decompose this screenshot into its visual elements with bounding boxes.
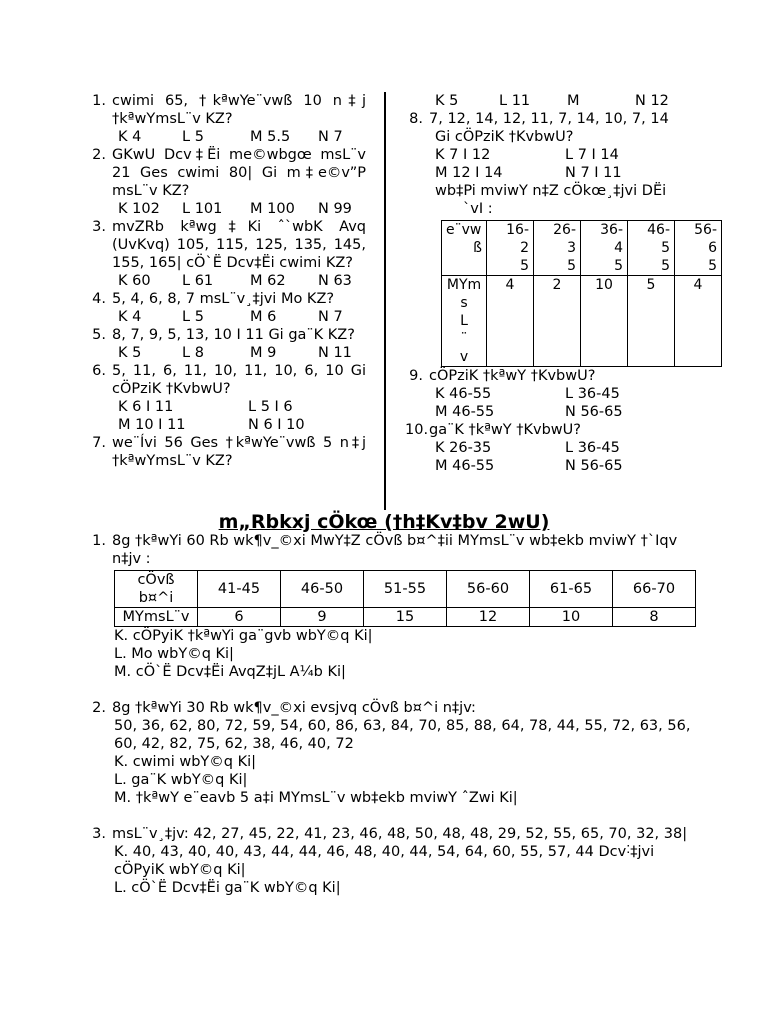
question-4 [88,290,366,308]
mcq-left-column [88,92,366,470]
frequency-label: MYmsL¨v [115,608,198,627]
frequency-cell: 15 [364,608,447,627]
option-m: M 5.5 [250,129,291,145]
question-7 [88,434,366,470]
section-title: m„Rbkxj cÖkœ (†h‡Kv‡bv 2wU) [218,511,550,533]
spacer [88,807,708,825]
option-m: M 9 [250,345,277,361]
option-k: K 6 I 11 [118,399,174,415]
frequency-cell: 6 [198,608,281,627]
question-text: 5, 11, 6, 11, 10, 11, 10, 6, 10 Gi cÖPziK †KvbwU? [112,363,366,397]
question-8-sub: Gi cÖPziK †KvbwU? [435,129,574,145]
table-intro-continued: `vI : [463,201,493,217]
label-line: b¤^i [138,590,174,606]
cell-line: 6 [708,240,717,256]
question-9 [405,367,725,385]
class-cell: 51-55 [364,571,447,608]
question-3 [88,218,366,272]
question-6 [88,362,366,398]
class-cell [487,221,534,276]
option-l: L 36-45 [565,386,620,402]
cell-line: 2 [520,240,529,256]
frequency-row [115,608,696,627]
option-n: N 12 [635,93,669,109]
option-l: L 7 I 14 [565,147,619,163]
creative-questions [88,532,708,897]
data-values: 50, 36, 62, 80, 72, 59, 54, 60, 86, 63, 84, 70, 85, 88, 64, 78, 44, 55, 72, 63, 56, 60, 42, 82, 75, 62, 38, 46, 40, 72 [114,718,691,752]
option-n: N 11 [318,345,352,361]
table-intro: wb‡Pi mviwY n‡Z cÖkœ¸‡jvi DËi [435,183,667,199]
question-text: msL¨v¸‡jv: 42, 27, 45, 22, 41, 23, 46, 48, 50, 48, 48, 29, 52, 55, 65, 70, 32, 38| [112,826,688,842]
cell-line: 26- [553,222,576,238]
option-l: L 61 [182,273,214,289]
option-l: L 36-45 [565,440,620,456]
option-k: K 5 [118,345,142,361]
part-k: K. 40, 43, 40, 40, 43, 44, 44, 46, 48, 40, 44, 54, 64, 60, 55, 57, 44 Dcv˸‡jvi cÖPyiK wbY©q Ki| [114,844,655,878]
options-2 [88,200,366,218]
frequency-cell: 2 [534,276,581,367]
column-divider [384,92,386,510]
frequency-cell: 4 [675,276,722,367]
option-m: M [567,93,580,109]
frequency-row [442,276,722,367]
options-6a [88,398,366,416]
spacer [88,681,708,699]
cell-line: 5 [661,258,670,274]
options-8b [405,164,725,182]
row-label-frequency [442,276,487,367]
class-cell [534,221,581,276]
option-k: K 46-55 [435,386,492,402]
cell-line: 5 [567,258,576,274]
option-l: L 11 [499,93,531,109]
label-line: MYm [446,277,482,293]
question-text: 7, 12, 14, 12, 11, 7, 14, 10, 7, 14 [429,111,669,127]
mcq-right-column [405,92,725,475]
class-cell: 66-70 [613,571,696,608]
part-k: K. cwimi wbY©q Ki| [114,754,257,770]
question-1 [88,92,366,128]
creative-question-3 [88,825,708,843]
options-8a [405,146,725,164]
frequency-cell: 9 [281,608,364,627]
label-line: e¨vw [446,222,482,238]
cell-line: 4 [614,240,623,256]
question-number: 1. [92,533,106,549]
question-text: 5, 4, 6, 8, 7 msL¨v¸‡jvi Mo KZ? [112,291,335,307]
question-text: we¨Ívi 56 Ges †kªwYe¨vwß 5 n‡j †kªwYmsL¨v KZ? [112,435,366,469]
question-number: 9. [409,368,423,384]
class-cell [628,221,675,276]
creative-question-2 [88,699,708,717]
option-n: N 99 [318,201,352,217]
option-k: K 60 [118,273,151,289]
option-k: K 5 [435,93,459,109]
option-m: M 10 I 11 [118,417,186,433]
cell-line: 3 [567,240,576,256]
label-line: cÖvß [137,572,175,588]
question-2 [88,146,366,200]
question-number: 1. [92,93,106,109]
marks-row [115,571,696,608]
option-k: K 4 [118,129,142,145]
cell-line: 5 [520,258,529,274]
question-number: 5. [92,327,106,343]
cell-line: 46- [647,222,670,238]
class-frequency-table [441,220,722,367]
part-k: K. cÖPyiK †kªwYi ga¨gvb wbY©q Ki| [114,628,373,644]
label-line: s [460,295,468,311]
class-cell [675,221,722,276]
options-5 [88,344,366,362]
label-line: v [459,349,469,365]
option-m: M 100 [250,201,295,217]
question-number: 4. [92,291,106,307]
question-text: mvZRb kªwg‡Ki ˆ`wbK Avq (UvKvq) 105, 115, 125, 135, 145, 155, 165| cÖ`Ë Dcv‡Ëi cwimi KZ? [112,219,366,271]
cell-line: 36- [600,222,623,238]
class-row [442,221,722,276]
part-l: L. ga¨K wbY©q Ki| [114,772,248,788]
options-1 [88,128,366,146]
option-l: L 5 [182,309,204,325]
option-k: K 7 I 12 [435,147,491,163]
row-label-class [442,221,487,276]
class-cell: 41-45 [198,571,281,608]
option-n: N 56-65 [565,404,623,420]
option-n: N 56-65 [565,458,623,474]
option-n: N 63 [318,273,352,289]
option-m: M 46-55 [435,404,495,420]
question-number: 3. [92,219,106,235]
option-m: M 62 [250,273,286,289]
options-3 [88,272,366,290]
part-m: M. †kªwY e¨eavb 5 a‡i MYmsL¨v wb‡ekb mviwY ˆZwi Ki| [114,790,518,806]
option-l: L 8 [182,345,204,361]
cell-line: 56- [694,222,717,238]
class-cell: 56-60 [447,571,530,608]
cell-line: 5 [708,258,717,274]
option-m: M 46-55 [435,458,495,474]
question-number: 8. [409,111,423,127]
question-number: 6. [92,363,106,379]
frequency-cell: 4 [487,276,534,367]
options-10a [405,439,725,457]
options-7 [405,92,725,110]
part-l: L. cÖ`Ë Dcv‡Ëi ga¨K wbY©q Ki| [114,880,341,896]
question-8 [405,110,725,128]
question-text: ga¨K †kªwY †KvbwU? [429,422,581,438]
question-text: 8g †kªwYi 30 Rb wk¶v_©xi evsjvq cÖvß b¤^i n‡jv: [112,700,476,716]
question-text: 8, 7, 9, 5, 13, 10 I 11 Gi ga¨K KZ? [112,327,355,343]
cell-line: 5 [614,258,623,274]
question-number: 2. [92,700,106,716]
option-k: K 26-35 [435,440,492,456]
question-text: 8g †kªwYi 60 Rb wk¶v_©xi MwY‡Z cÖvß b¤^‡ii MYmsL¨v wb‡ekb mviwY †`Iqv n‡jv : [112,533,678,567]
question-10 [405,421,725,439]
question-number: 10. [405,422,429,438]
options-10b [405,457,725,475]
class-cell [581,221,628,276]
options-9b [405,403,725,421]
option-k: K 4 [118,309,142,325]
part-l: L. Mo wbY©q Ki| [114,646,234,662]
label-line: ß [473,240,482,256]
class-cell: 46-50 [281,571,364,608]
question-5 [88,326,366,344]
frequency-cell: 10 [530,608,613,627]
option-l: L 5 I 6 [248,399,293,415]
option-n: N 7 I 11 [565,165,622,181]
option-m: M 12 I 14 [435,165,503,181]
label-line: ¨ [460,331,468,347]
label-line: L [460,313,468,329]
option-l: L 5 [182,129,204,145]
marks-label [115,571,198,608]
frequency-cell: 12 [447,608,530,627]
question-number: 2. [92,147,106,163]
options-4 [88,308,366,326]
option-k: K 102 [118,201,160,217]
frequency-cell: 8 [613,608,696,627]
option-n: N 6 I 10 [248,417,305,433]
options-6b [88,416,366,434]
cell-line: 16- [506,222,529,238]
frequency-cell: 5 [628,276,675,367]
option-m: M 6 [250,309,277,325]
question-text: GKwU Dcv‡Ëi me©wbgœ msL¨v 21 Ges cwimi 80| Gi m‡e©v”P msL¨v KZ? [112,147,366,199]
option-n: N 7 [318,129,343,145]
question-number: 3. [92,826,106,842]
question-text: cwimi 65, †kªwYe¨vwß 10 n‡j †kªwYmsL¨v KZ? [112,93,366,127]
class-cell: 61-65 [530,571,613,608]
option-n: N 7 [318,309,343,325]
options-9a [405,385,725,403]
creative-question-1 [88,532,708,568]
marks-frequency-table [114,570,696,627]
part-m: M. cÖ`Ë Dcv‡Ëi AvqZ‡jL A¼b Ki| [114,664,346,680]
frequency-cell: 10 [581,276,628,367]
option-l: L 101 [182,201,223,217]
question-text: cÖPziK †kªwY †KvbwU? [429,368,596,384]
cell-line: 5 [661,240,670,256]
question-number: 7. [92,435,106,451]
